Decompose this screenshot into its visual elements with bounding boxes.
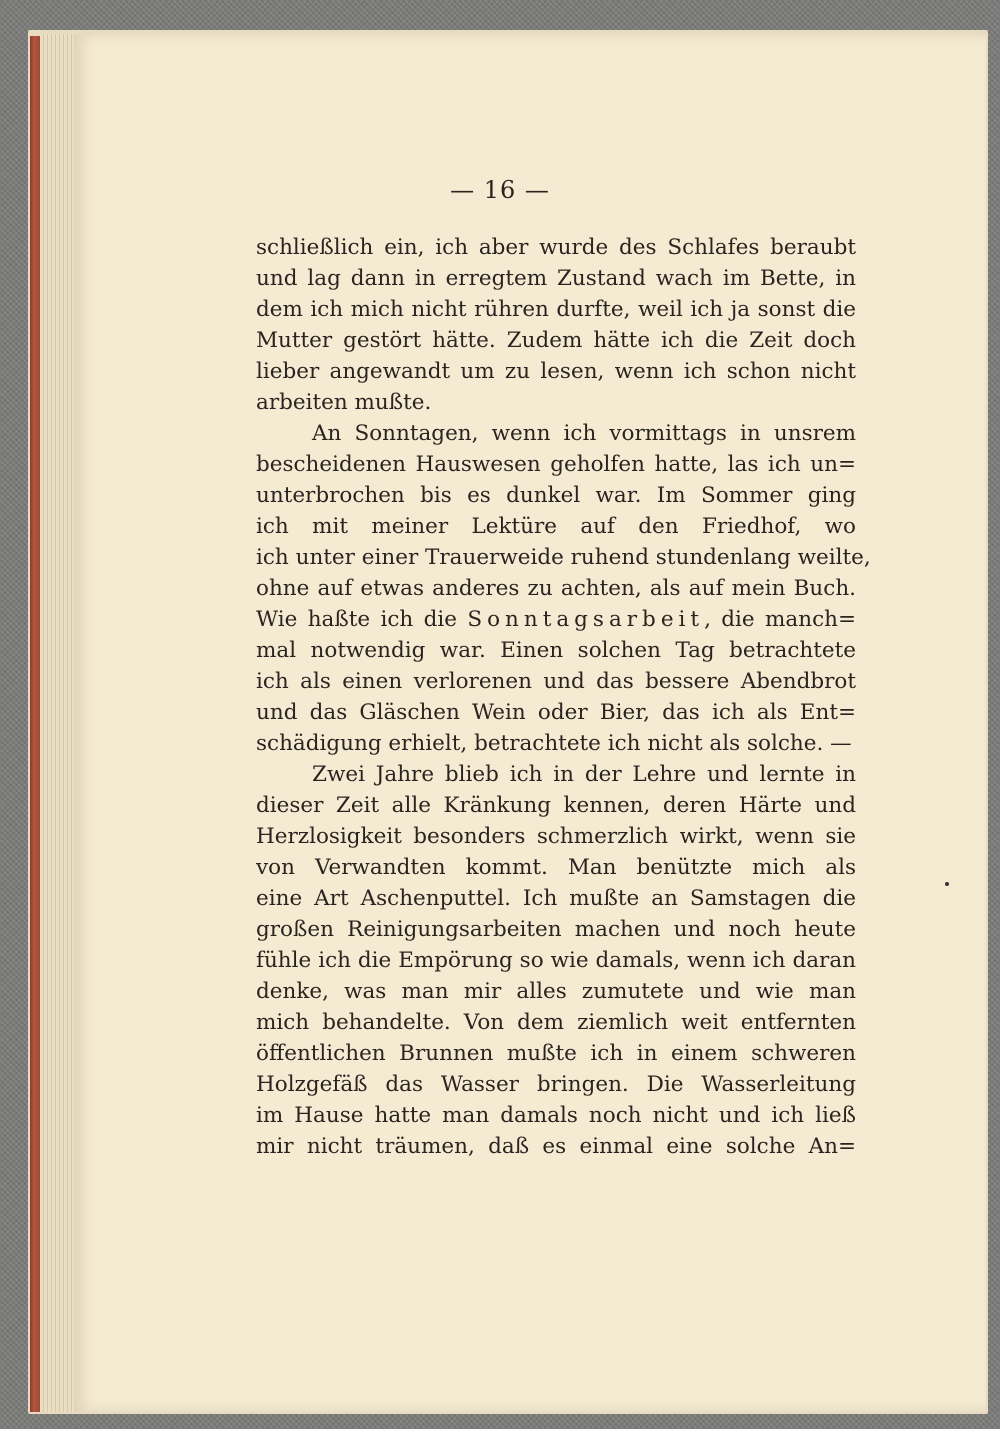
text-line: Herzlosigkeit besonders schmerzlich wirkt, wenn sie (256, 824, 856, 849)
text-line: öffentlichen Brunnen mußte ich in einem schweren (256, 1041, 856, 1066)
text-line: dieser Zeit alle Kränkung kennen, deren Härte und (256, 793, 856, 818)
text-line: eine Art Aschenputtel. Ich mußte an Samstagen die (256, 886, 856, 911)
text-segment: , die manch= (704, 607, 856, 632)
text-line: ich als einen verlorenen und das bessere Abendbrot (256, 669, 856, 694)
text-line: Holzgefäß das Wasser bringen. Die Wasserleitung (256, 1072, 856, 1097)
text-line: bescheidenen Hauswesen geholfen hatte, las ich un= (256, 452, 856, 477)
text-line: im Hause hatte man damals noch nicht und ich ließ (256, 1103, 856, 1128)
page-edges (40, 34, 74, 1412)
text-line: und lag dann in erregtem Zustand wach im Bette, in (256, 266, 856, 291)
text-line: von Verwandten kommt. Man benützte mich als (256, 855, 856, 880)
text-line: ich mit meiner Lektüre auf den Friedhof, wo (256, 514, 856, 539)
text-line: dem ich mich nicht rühren durfte, weil ich ja sonst die (256, 297, 856, 322)
text-line: mich behandelte. Von dem ziemlich weit entfernten (256, 1010, 856, 1035)
text-line (256, 604, 856, 635)
text-line: denke, was man mir alles zumutete und wie man (256, 979, 856, 1004)
text-line: fühle ich die Empörung so wie damals, wenn ich daran (256, 948, 856, 973)
text-line: arbeiten mußte. (256, 390, 432, 415)
text-line: schädigung erhielt, betrachtete ich nicht als solche. — (256, 731, 852, 756)
text-line: ohne auf etwas anderes zu achten, als auf mein Buch. (256, 576, 856, 601)
text-line: lieber angewandt um zu lesen, wenn ich schon nicht (256, 359, 856, 384)
text-line: An Sonntagen, wenn ich vormittags in unsrem (312, 421, 856, 446)
page-number: — 16 — (450, 176, 550, 204)
margin-speck (945, 882, 949, 886)
text-segment: Wie haßte ich die (256, 607, 468, 632)
text-line: schließlich ein, ich aber wurde des Schlafes beraubt (256, 235, 856, 260)
emphasized-word: Sonntagsarbeit (467, 607, 705, 632)
text-line: mal notwendig war. Einen solchen Tag betrachtete (256, 638, 856, 663)
text-line: ich unter einer Trauerweide ruhend stundenlang weilte, (256, 545, 871, 570)
text-line: großen Reinigungsarbeiten machen und noch heute (256, 917, 856, 942)
text-line: Zwei Jahre blieb ich in der Lehre und lernte in (312, 762, 856, 787)
text-line: und das Gläschen Wein oder Bier, das ich als Ent= (256, 700, 856, 725)
body-text (256, 232, 871, 1162)
text-line: Mutter gestört hätte. Zudem hätte ich die Zeit doch (256, 328, 856, 353)
red-page-edge (30, 36, 40, 1412)
text-line: unterbrochen bis es dunkel war. Im Sommer ging (256, 483, 856, 508)
text-line: mir nicht träumen, daß es einmal eine solche An= (256, 1134, 856, 1159)
